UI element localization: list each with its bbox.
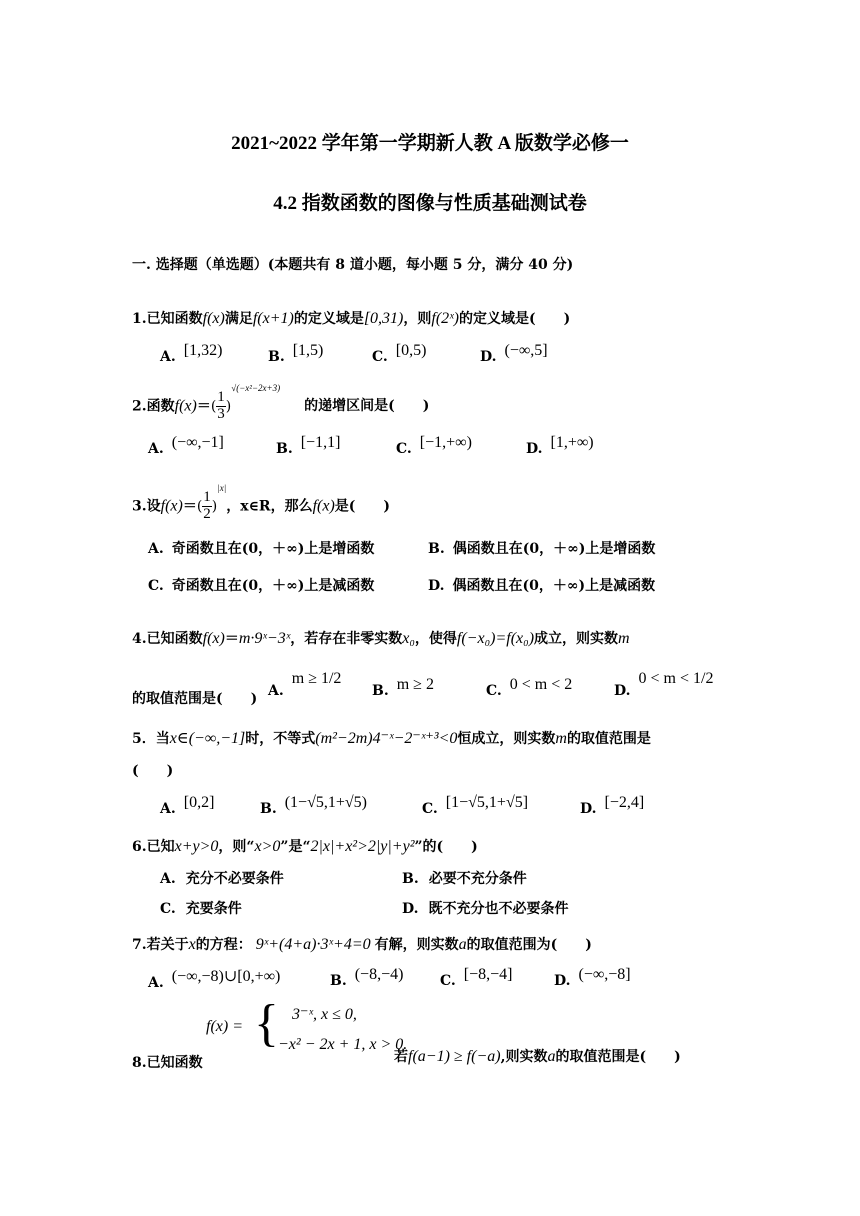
q4-option-b: B. m ≥ 2 (372, 676, 434, 699)
question-7: 7.若关于x的方程： 9ˣ+(4+a)·3ˣ+4=0 有解，则实数a的取值范围为( ) (132, 936, 592, 953)
q2-option-a: A. (−∞,−1] (148, 434, 224, 457)
question-6: 6.已知x+y>0，则“x>0”是“2|x|+x²>2|y|+y²”的( ) (132, 838, 478, 855)
q7-option-c: C. [−8,−4] (440, 966, 513, 989)
question-3: 3.设f(x)＝( $\frac{1}{2}$ )$^{|x|}$，x∈R，那么f(x)是( ) (132, 482, 391, 522)
q6-option-d: D. 既不充分也不必要条件 (402, 901, 569, 917)
question-4-line-2: 的取值范围是( ) (132, 691, 258, 707)
q8-function-name: f(x) = (206, 1018, 243, 1035)
question-8-prefix: 8.已知函数 (132, 1055, 203, 1071)
q8-case-2: −x² − 2x + 1, x > 0. (278, 1036, 408, 1053)
q3-option-d: D. 偶函数且在(0，＋∞)上是减函数 (428, 578, 656, 594)
q1-option-a: A. [1,32) (160, 342, 223, 365)
question-5: 5．当x∈(−∞,−1]时，不等式(m²−2m)4⁻ˣ−2⁻ˣ⁺³<0恒成立，则实数m的取值范围是 (132, 730, 651, 747)
q8-brace: { (254, 995, 279, 1052)
q2-option-b: B. [−1,1] (276, 434, 341, 457)
q7-option-d: D. (−∞,−8] (554, 966, 631, 989)
q5-option-c: C. [1−√5,1+√5] (422, 794, 529, 817)
q1-option-d: D. (−∞,5] (480, 342, 548, 365)
q3-option-a: A. 奇函数且在(0，＋∞)上是增函数 (148, 541, 375, 557)
q2-option-c: C. [−1,+∞) (396, 434, 472, 457)
q6-option-c: C. 充要条件 (160, 901, 242, 917)
q2-option-d: D. [1,+∞) (526, 434, 594, 457)
q4-option-d: D.0 < m < 1/2 (614, 670, 714, 699)
q7-option-b: B. (−8,−4) (330, 966, 404, 989)
q7-option-a: A. (−∞,−8)∪[0,+∞) (148, 968, 281, 991)
question-2: 2.函数f(x)＝( $\frac{1}{3}$ )$^{√(-x^2-2x+3)}$的递增区间是( ) (132, 382, 430, 422)
section-heading: 一. 选择题（单选题）(本题共有 8 道小题，每小题 5 分，满分 40 分) (132, 257, 574, 273)
q4-option-a: A.m ≥ 1/2 (268, 670, 342, 699)
question-5-line-2: ( ) (132, 763, 174, 779)
q5-option-b: B. (1−√5,1+√5) (260, 794, 367, 817)
q1-option-c: C. [0,5) (372, 342, 427, 365)
q5-option-d: D. [−2,4] (580, 794, 645, 817)
q1-option-b: B. [1,5) (268, 342, 324, 365)
question-4: 4.已知函数f(x)＝m·9ˣ−3ˣ，若存在非零实数x₀，使得f(−x₀)=f(x₀)成立，则实数m (132, 630, 630, 647)
q3-option-c: C. 奇函数且在(0，＋∞)上是减函数 (148, 578, 375, 594)
doc-subtitle: 4.2 指数函数的图像与性质基础测试卷 (273, 193, 587, 214)
q8-case-1: 3⁻ˣ, x ≤ 0, (292, 1006, 357, 1023)
q4-option-c: C. 0 < m < 2 (486, 676, 573, 699)
question-8: 若f(a−1) ≥ f(−a),则实数a的取值范围是( ) (394, 1048, 681, 1065)
q5-option-a: A. [0,2] (160, 794, 215, 817)
question-1: 1.已知函数f(x)满足f(x+1)的定义域是[0,31)，则f(2ˣ)的定义域是( ) (132, 310, 571, 327)
q6-option-a: A. 充分不必要条件 (160, 871, 284, 887)
q6-option-b: B. 必要不充分条件 (402, 871, 527, 887)
doc-title: 2021~2022 学年第一学期新人教 A 版数学必修一 (231, 133, 629, 154)
q3-option-b: B. 偶函数且在(0，＋∞)上是增函数 (428, 541, 656, 557)
